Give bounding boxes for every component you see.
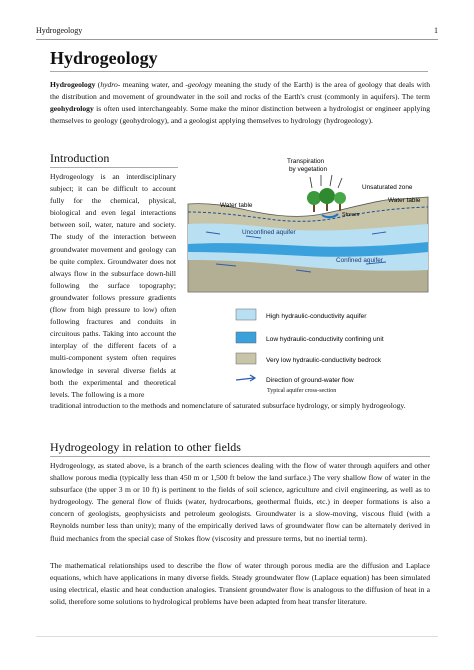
- tree-icon: [307, 188, 346, 212]
- running-head-title: Hydrogeology: [36, 26, 83, 35]
- label-by-vegetation: by vegetation: [289, 166, 328, 173]
- aquifer-diagram: [186, 152, 430, 397]
- legend-swatch-confining: [236, 332, 256, 343]
- label-water-table-right: Water table: [388, 197, 421, 204]
- introduction-heading: Introduction: [50, 151, 110, 165]
- legend-swatch-aquifer: [236, 309, 256, 320]
- label-confined-aquifer: Confined aquifer: [336, 257, 383, 264]
- figure-caption: Typical aquifer cross-section: [267, 388, 337, 394]
- transpiration-arrows-icon: [310, 175, 342, 188]
- relation-paragraph-1: Hydrogeology, as stated above, is a branch of the earth sciences dealing with the flow of water through aquifers and other shallow porous media (typically less than 450 m or 1,500 ft below the land surface.) The very shallow flow of water in the subsurface (the upper 3 m or 10 ft) is pertinent to the fields of soil science, agriculture and civil engineering, as well as to hydrogeology. The general flow of fluids (water, hydrocarbons, geothermal fluids, etc.) in deeper formations is also a concern of geologists, geophysicists and petroleum geologists. Groundwater is a slow-moving, viscous fluid (with a Reynolds number less than unity); many of the empirically derived laws of groundwater flow can be alternately derived in fluid mechanics from the special case of Stokes flow (viscosity and pressure terms, but no inertial term).: [50, 461, 430, 543]
- legend-label-2: Low hydraulic-conductivity confining unit: [266, 336, 384, 343]
- introduction-paragraph: Hydrogeology is an interdisciplinary subject; it can be difficult to account fully for the chemical, physical, biological and even legal interactions between soil, water, nature and society. The study of the interaction between groundwater movement and geology can be quite complex. Groundwater does not always flow in the subsurface down-hill following the surface topography; groundwater follows pressure gradients (flow from high pressure to low) often following fractures and conduits in circuitous paths. Taking into account the interplay of the different facets of a multi-component system often requires knowledge in several diverse fields at both the experimental and theoretical levels. The following is a more: [50, 172, 176, 399]
- lead-text-2: meaning water, and: [120, 80, 186, 89]
- lead-term: Hydrogeology: [50, 80, 96, 89]
- relation-heading-rule: [50, 456, 430, 457]
- label-stream: Stream: [342, 212, 360, 218]
- relation-heading: Hydrogeology in relation to other fields: [50, 440, 241, 454]
- lead-text-1: (: [95, 80, 101, 89]
- lead-etymology-2: -geology: [185, 80, 212, 89]
- title-rule: [50, 71, 428, 72]
- lead-text-3: meaning the study of the Earth) is the area of geology that deals with the distribution and movement of groundwater in the soil and rocks of the Earth's crust (commonly in aquifers). The term: [50, 80, 430, 102]
- lead-text-4: is often used interchangeably. Some make the minor distinction between a hydrologist or engineer applying themselves to geology (geohydrology), and a geologist applying themselves to hydrology (hydrogeology).: [50, 104, 430, 126]
- legend-label-3: Very low hydraulic-conductivity bedrock: [266, 357, 382, 364]
- label-unsaturated-zone: Unsaturated zone: [362, 184, 413, 191]
- label-water-table-left: Water table: [220, 202, 253, 209]
- running-head-rule: [36, 39, 438, 40]
- footer-rule: [36, 636, 438, 637]
- lead-etymology-1: hydro-: [100, 80, 121, 89]
- page-title: Hydrogeology: [50, 48, 158, 68]
- aquifer-figure: [186, 152, 430, 397]
- lead-paragraph: [50, 79, 430, 127]
- page-number: 1: [434, 26, 438, 35]
- introduction-heading-rule: [50, 167, 178, 168]
- lead-term-2: geohydrology: [50, 104, 94, 114]
- legend-swatch-bedrock: [236, 353, 256, 364]
- introduction-continuation: traditional introduction to the methods and nomenclature of saturated subsurface hydrology, or simply hydrogeology.: [50, 401, 406, 410]
- figure-legend: [236, 309, 384, 384]
- legend-label-4: Direction of ground-water flow: [266, 377, 354, 384]
- legend-label-1: High hydraulic-conductivity aquifer: [266, 313, 367, 320]
- label-transpiration: Transpiration: [287, 158, 325, 165]
- running-head: [36, 26, 438, 38]
- relation-paragraph-2: The mathematical relationships used to describe the flow of water through porous media are the diffusion and Laplace equations, which have applications in many diverse fields. Steady groundwater flow (Laplace equation) has been simulated using electrical, elastic and heat conduction analogies. Transient groundwater flow is analogous to the diffusion of heat in a solid, therefore some solutions to hydrological problems have been adapted from heat transfer literature.: [50, 561, 430, 607]
- label-unconfined-aquifer: Unconfined aquifer: [242, 229, 296, 236]
